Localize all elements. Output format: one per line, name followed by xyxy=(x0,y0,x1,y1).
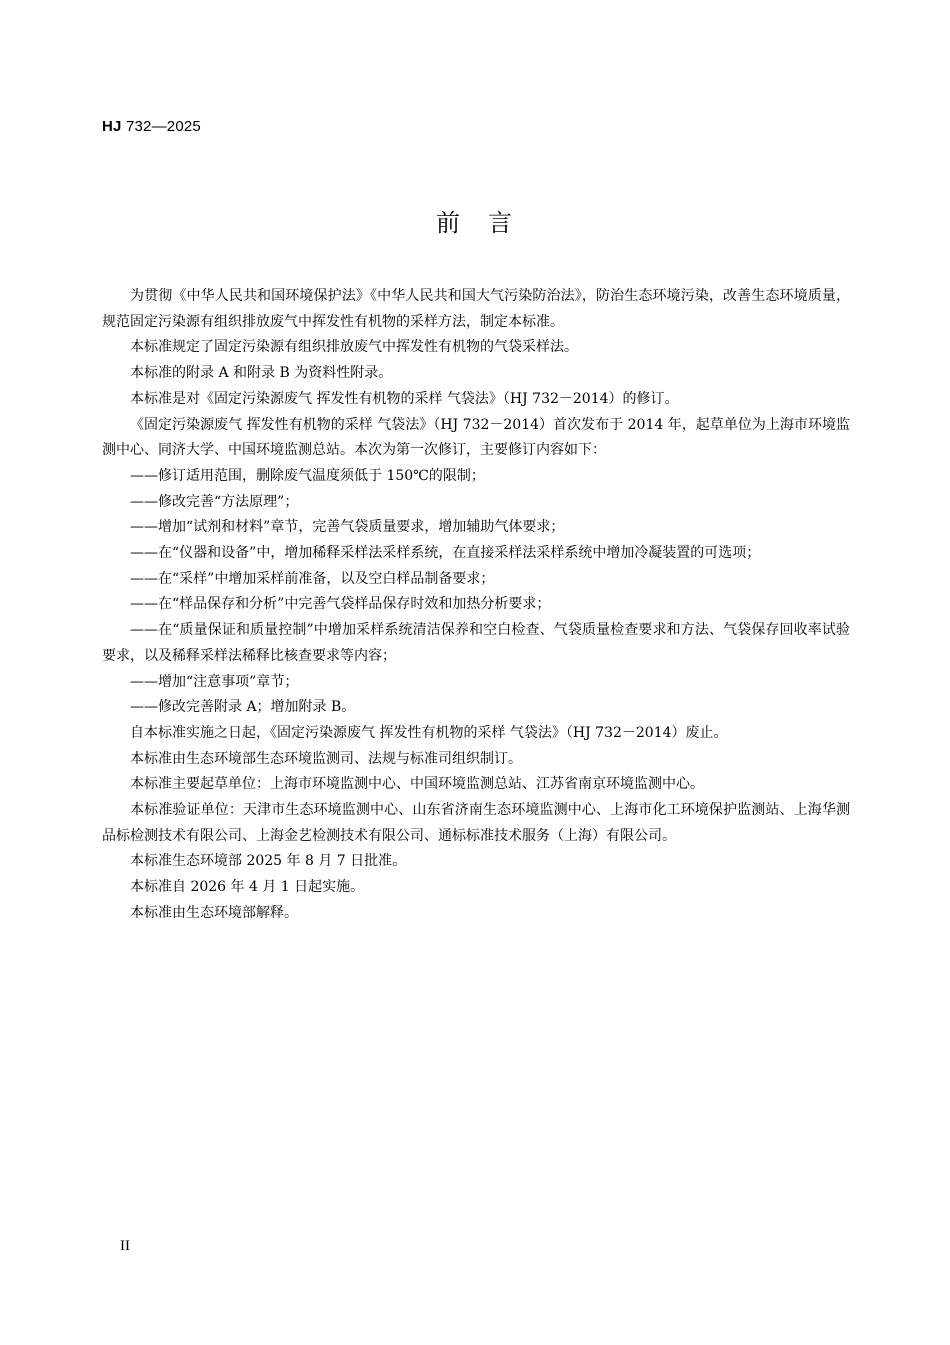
document-code-prefix: HJ xyxy=(102,118,122,135)
change-item: ——在“采样”中增加采样前准备，以及空白样品制备要求； xyxy=(130,570,495,587)
page-title: 前 言 xyxy=(436,209,514,237)
change-item: ——在“样品保存和分析”中完善气袋样品保存时效和加热分析要求； xyxy=(130,596,551,613)
paragraph-interpretation: 本标准由生态环境部解释。 xyxy=(130,904,298,921)
change-item: ——修改完善附录 A；增加附录 B。 xyxy=(130,699,356,716)
paragraph-purpose: 为贯彻《中华人民共和国环境保护法》《中华人民共和国大气污染防治法》，防治生态环境污染，改善生态环境质量，规范固定污染源有组织排放废气中挥发性有机物的采样方法，制定本标准。 xyxy=(102,288,850,330)
paragraph-appendices: 本标准的附录 A 和附录 B 为资料性附录。 xyxy=(130,365,393,382)
foreword-body xyxy=(102,284,850,927)
change-item: ——增加“试剂和材料”章节，完善气袋质量要求，增加辅助气体要求； xyxy=(130,519,565,536)
paragraph-drafting-units: 本标准主要起草单位：上海市环境监测中心、中国环境监测总站、江苏省南京环境监测中心。 xyxy=(130,776,704,793)
paragraph-repeal: 自本标准实施之日起，《固定污染源废气 挥发性有机物的采样 气袋法》（HJ 732－2014）废止。 xyxy=(130,724,728,741)
paragraph-scope: 本标准规定了固定污染源有组织排放废气中挥发性有机物的气袋采样法。 xyxy=(130,339,578,356)
change-item: ——修订适用范围，删除废气温度须低于 150℃的限制； xyxy=(130,467,485,484)
document-code-number: 732—2025 xyxy=(121,118,201,135)
document-code xyxy=(102,117,201,137)
paragraph-organizer: 本标准由生态环境部生态环境监测司、法规与标准司组织制订。 xyxy=(130,750,522,767)
change-item: ——增加“注意事项”章节； xyxy=(130,673,299,690)
paragraph-history: 《固定污染源废气 挥发性有机物的采样 气袋法》（HJ 732－2014）首次发布于 2014 年，起草单位为上海市环境监测中心、同济大学、中国环境监测总站。本次为第一次修订，主要修订内容如下： xyxy=(102,416,850,459)
paragraph-validation-units: 本标准验证单位：天津市生态环境监测中心、山东省济南生态环境监测中心、上海市化工环境保护监测站、上海华测品标检测技术有限公司、上海金艺检测技术有限公司、通标标准技术服务（上海）有限公司。 xyxy=(102,802,850,844)
paragraph-effective-date: 本标准自 2026 年 4 月 1 日起实施。 xyxy=(130,879,365,896)
change-item: ——在“质量保证和质量控制”中增加采样系统清洁保养和空白检查、气袋质量检查要求和方法、气袋保存回收率试验要求，以及稀释采样法稀释比核查要求等内容； xyxy=(102,622,850,664)
paragraph-approval-date: 本标准生态环境部 2025 年 8 月 7 日批准。 xyxy=(130,853,407,870)
change-item: ——在“仪器和设备”中，增加稀释采样法采样系统，在直接采样法采样系统中增加冷凝装置的可选项； xyxy=(130,545,761,562)
change-item: ——修改完善“方法原理”； xyxy=(130,493,299,510)
page-number: II xyxy=(120,1238,130,1254)
paragraph-revision: 本标准是对《固定污染源废气 挥发性有机物的采样 气袋法》（HJ 732－2014）的修订。 xyxy=(130,390,679,407)
